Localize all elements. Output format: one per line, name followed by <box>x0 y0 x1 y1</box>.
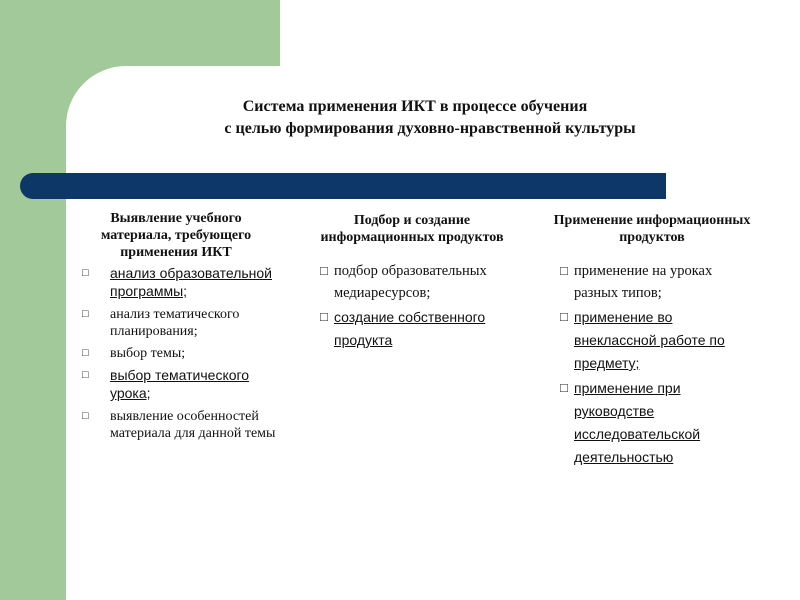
list-item-text: анализ тематического планирования; <box>110 307 240 339</box>
title-line-1: Система применения ИКТ в процессе обучения <box>242 98 588 115</box>
list-item-link[interactable]: создание собственного продукта <box>334 309 486 348</box>
list-item-text: подбор образовательных медиаресурсов; <box>334 263 487 301</box>
list-item-link[interactable]: применение во внеклассной работе по предмету; <box>574 309 725 371</box>
column-heading: Подбор и создание информационных продуктов <box>320 213 504 245</box>
list-item-text: выявление особенностей материала для данной темы <box>110 409 276 441</box>
list-item-link[interactable]: выбор тематического урока; <box>110 367 250 401</box>
title-line-2: с целью формирования духовно-нравственной культуры <box>224 120 636 137</box>
bullet-icon: □ <box>320 309 328 324</box>
bullet-icon: □ <box>82 410 89 422</box>
column-list <box>76 265 276 442</box>
column-heading: Выявление учебного материала, требующего применения ИКТ <box>100 211 252 260</box>
list-item <box>552 260 752 304</box>
column-list <box>312 260 512 352</box>
divider-bar <box>20 173 666 199</box>
list-item <box>76 408 276 442</box>
bullet-icon: □ <box>320 263 328 278</box>
column-create-products <box>312 212 512 354</box>
list-item <box>76 265 276 301</box>
slide-title <box>120 96 740 140</box>
list-item <box>552 306 752 375</box>
bullet-icon: □ <box>82 347 89 359</box>
list-item-text: применение на уроках разных типов; <box>574 263 713 301</box>
list-item <box>76 345 276 362</box>
bullet-icon: □ <box>82 308 89 320</box>
bullet-icon: □ <box>82 267 89 279</box>
bullet-icon: □ <box>560 263 568 278</box>
list-item <box>552 377 752 469</box>
list-item-link[interactable]: применение при руководстве исследовательской деятельностью <box>574 380 701 465</box>
list-item <box>312 260 512 304</box>
list-item-text: выбор темы; <box>110 346 186 361</box>
list-item <box>76 367 276 403</box>
bullet-icon: □ <box>560 309 568 324</box>
column-heading: Применение информационных продуктов <box>553 213 751 245</box>
list-item <box>76 306 276 340</box>
bullet-icon: □ <box>82 369 89 381</box>
column-list <box>552 260 752 469</box>
column-identify-material <box>76 210 276 447</box>
list-item-link[interactable]: анализ образовательной программы; <box>110 265 273 299</box>
bullet-icon: □ <box>560 380 568 395</box>
column-apply-products <box>552 212 752 471</box>
list-item <box>312 306 512 352</box>
